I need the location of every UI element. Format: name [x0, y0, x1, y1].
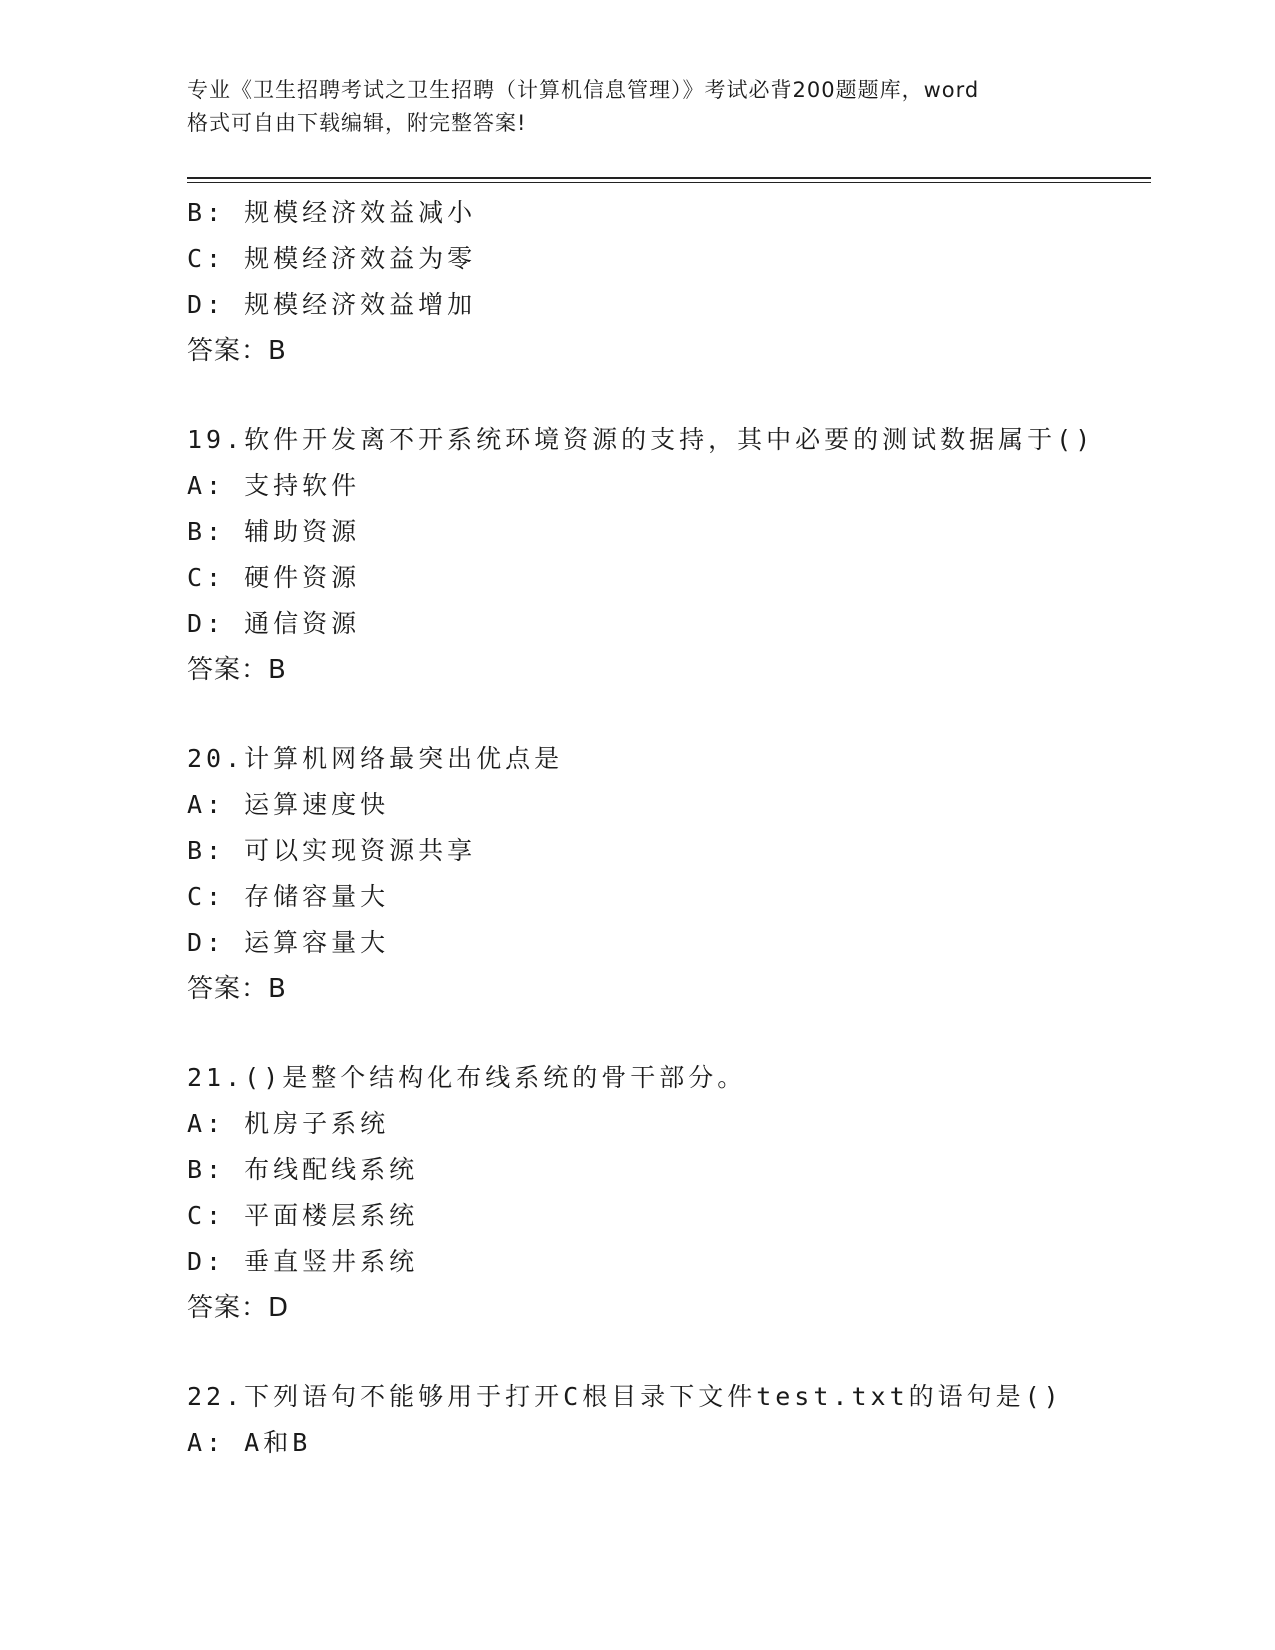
question-block-21: [187, 1055, 1151, 1331]
option-a: A: 运算速度快: [187, 790, 390, 819]
option-c: C: 规模经济效益为零: [187, 244, 477, 273]
answer-label: 答案：B: [187, 655, 287, 685]
question-spacer: [187, 693, 1151, 736]
option-a: A: 支持软件: [187, 471, 361, 500]
question-spacer: [187, 1331, 1151, 1374]
question-block-20: [187, 736, 1151, 1012]
question-spacer: [187, 1012, 1151, 1055]
question-block-partial: [187, 190, 1151, 374]
question-list: [187, 190, 1151, 1466]
option-d: D: 运算容量大: [187, 928, 390, 957]
question-spacer: [187, 374, 1151, 417]
header-divider-thin: [187, 182, 1151, 183]
option-b: B: 布线配线系统: [187, 1155, 419, 1184]
option-c: C: 硬件资源: [187, 563, 361, 592]
header-title-line-2: 格式可自由下载编辑，附完整答案!: [187, 111, 527, 135]
question-title: 20.计算机网络最突出优点是: [187, 744, 564, 773]
option-b: B: 可以实现资源共享: [187, 836, 477, 865]
question-title: 21.()是整个结构化布线系统的骨干部分。: [187, 1063, 747, 1092]
option-a: A: 机房子系统: [187, 1109, 390, 1138]
question-title: 19.软件开发离不开系统环境资源的支持，其中必要的测试数据属于(): [187, 425, 1095, 454]
option-c: C: 存储容量大: [187, 882, 390, 911]
document-header: [187, 74, 1097, 140]
question-block-22: [187, 1374, 1151, 1466]
header-divider-thick: [187, 177, 1151, 179]
question-title: 22.下列语句不能够用于打开C根目录下文件test.txt的语句是(): [187, 1382, 1063, 1411]
option-d: D: 通信资源: [187, 609, 361, 638]
option-b: B: 规模经济效益减小: [187, 198, 477, 227]
answer-label: 答案：D: [187, 1293, 290, 1323]
option-d: D: 规模经济效益增加: [187, 290, 477, 319]
answer-label: 答案：B: [187, 974, 287, 1004]
option-d: D: 垂直竖井系统: [187, 1247, 419, 1276]
question-block-19: [187, 417, 1151, 693]
header-title-line-1: 专业《卫生招聘考试之卫生招聘（计算机信息管理）》考试必背200题题库，word: [187, 78, 980, 102]
option-a: A: A和B: [187, 1428, 312, 1457]
answer-label: 答案：B: [187, 336, 287, 366]
option-b: B: 辅助资源: [187, 517, 361, 546]
option-c: C: 平面楼层系统: [187, 1201, 419, 1230]
